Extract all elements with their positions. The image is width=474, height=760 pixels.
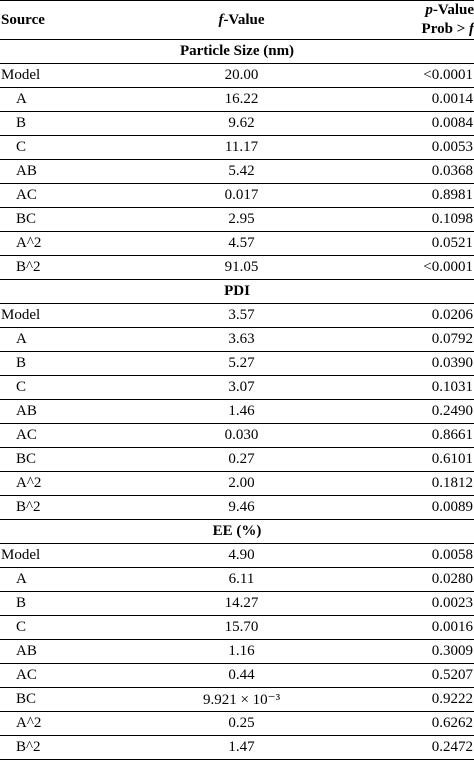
table-row	[0, 424, 474, 448]
header-p-value	[375, 1, 474, 40]
cell-p-value: 0.0368	[375, 160, 474, 184]
cell-p-value: <0.0001	[375, 256, 474, 280]
cell-p-value: 0.0521	[375, 232, 474, 256]
table-row	[0, 688, 474, 712]
cell-p-value: 0.3009	[375, 640, 474, 664]
cell-f-value: 4.57	[108, 232, 375, 256]
cell-f-value: 2.95	[108, 208, 375, 232]
cell-f-value: 0.44	[108, 664, 375, 688]
section-row	[0, 40, 474, 64]
table-row	[0, 88, 474, 112]
table-row	[0, 232, 474, 256]
cell-source: A^2	[0, 712, 108, 736]
cell-f-value: 2.00	[108, 472, 375, 496]
cell-f-value: 0.017	[108, 184, 375, 208]
cell-source: C	[0, 616, 108, 640]
cell-source: BC	[0, 448, 108, 472]
section-row	[0, 520, 474, 544]
header-source: Source	[0, 1, 108, 40]
cell-p-value: 0.0206	[375, 304, 474, 328]
table-row	[0, 616, 474, 640]
cell-f-value: 3.57	[108, 304, 375, 328]
cell-p-value: 0.5207	[375, 664, 474, 688]
table-row	[0, 208, 474, 232]
table-row	[0, 64, 474, 88]
table-row	[0, 160, 474, 184]
cell-source: AC	[0, 664, 108, 688]
header-prob-text: Prob >	[421, 21, 469, 37]
cell-source: C	[0, 136, 108, 160]
table-row	[0, 304, 474, 328]
table-row	[0, 472, 474, 496]
cell-f-value: 15.70	[108, 616, 375, 640]
cell-source: A^2	[0, 472, 108, 496]
cell-source: AB	[0, 160, 108, 184]
table-row	[0, 448, 474, 472]
cell-source: BC	[0, 208, 108, 232]
cell-f-value: 16.22	[108, 88, 375, 112]
cell-f-value: 14.27	[108, 592, 375, 616]
cell-f-value: 1.47	[108, 736, 375, 760]
cell-p-value: 0.1812	[375, 472, 474, 496]
cell-f-value: 9.921 × 10⁻³	[108, 688, 375, 712]
table-row	[0, 352, 474, 376]
table-row	[0, 568, 474, 592]
cell-source: B^2	[0, 496, 108, 520]
cell-source: AB	[0, 400, 108, 424]
cell-p-value: 0.0390	[375, 352, 474, 376]
table-row	[0, 400, 474, 424]
cell-p-value: 0.0023	[375, 592, 474, 616]
cell-f-value: 1.16	[108, 640, 375, 664]
cell-p-value: 0.0792	[375, 328, 474, 352]
cell-p-value: 0.6262	[375, 712, 474, 736]
table-row	[0, 592, 474, 616]
cell-p-value: 0.1098	[375, 208, 474, 232]
cell-source: B	[0, 352, 108, 376]
cell-f-value: 0.030	[108, 424, 375, 448]
table-row	[0, 256, 474, 280]
cell-source: Model	[0, 304, 108, 328]
cell-f-value: 1.46	[108, 400, 375, 424]
cell-source: A^2	[0, 232, 108, 256]
cell-source: A	[0, 88, 108, 112]
header-p-rest: -Value	[432, 2, 474, 18]
cell-source: B^2	[0, 256, 108, 280]
cell-source: B^2	[0, 736, 108, 760]
cell-f-value: 0.25	[108, 712, 375, 736]
cell-source: A	[0, 328, 108, 352]
cell-f-value: 91.05	[108, 256, 375, 280]
cell-source: B	[0, 112, 108, 136]
table-row	[0, 712, 474, 736]
cell-f-value: 3.63	[108, 328, 375, 352]
cell-source: BC	[0, 688, 108, 712]
header-prob-italic: f	[469, 21, 474, 37]
cell-f-value: 9.62	[108, 112, 375, 136]
cell-p-value: <0.0001	[375, 64, 474, 88]
cell-source: AC	[0, 184, 108, 208]
cell-p-value: 0.0053	[375, 136, 474, 160]
cell-f-value: 9.46	[108, 496, 375, 520]
cell-p-value: 0.8981	[375, 184, 474, 208]
cell-source: Model	[0, 544, 108, 568]
cell-f-value: 3.07	[108, 376, 375, 400]
header-f-value	[108, 1, 375, 40]
section-row	[0, 280, 474, 304]
section-title: Particle Size (nm)	[0, 40, 474, 64]
cell-p-value: 0.9222	[375, 688, 474, 712]
cell-f-value: 0.27	[108, 448, 375, 472]
header-p-line2	[375, 20, 474, 39]
header-f-italic: f	[218, 11, 224, 28]
header-p-italic: p	[425, 2, 433, 18]
table-row	[0, 736, 474, 760]
section-title: EE (%)	[0, 520, 474, 544]
cell-p-value: 0.0084	[375, 112, 474, 136]
table-row	[0, 496, 474, 520]
table-row	[0, 328, 474, 352]
cell-f-value: 11.17	[108, 136, 375, 160]
cell-f-value: 4.90	[108, 544, 375, 568]
cell-source: A	[0, 568, 108, 592]
cell-p-value: 0.0016	[375, 616, 474, 640]
cell-p-value: 0.8661	[375, 424, 474, 448]
cell-p-value: 0.2472	[375, 736, 474, 760]
section-title: PDI	[0, 280, 474, 304]
cell-p-value: 0.0014	[375, 88, 474, 112]
cell-p-value: 0.0058	[375, 544, 474, 568]
cell-f-value: 5.42	[108, 160, 375, 184]
table-row	[0, 544, 474, 568]
cell-f-value: 5.27	[108, 352, 375, 376]
cell-source: C	[0, 376, 108, 400]
header-f-rest: -Value	[223, 11, 265, 28]
cell-p-value: 0.0089	[375, 496, 474, 520]
cell-p-value: 0.2490	[375, 400, 474, 424]
table-row	[0, 664, 474, 688]
cell-source: B	[0, 592, 108, 616]
cell-source: AC	[0, 424, 108, 448]
table-row	[0, 112, 474, 136]
header-p-line1	[375, 1, 474, 20]
table-row	[0, 136, 474, 160]
table-header	[0, 1, 474, 40]
cell-f-value: 20.00	[108, 64, 375, 88]
cell-p-value: 0.0280	[375, 568, 474, 592]
table-body	[0, 40, 474, 760]
table-row	[0, 376, 474, 400]
cell-source: Model	[0, 64, 108, 88]
cell-p-value: 0.1031	[375, 376, 474, 400]
header-row	[0, 1, 474, 40]
table-row	[0, 640, 474, 664]
cell-f-value: 6.11	[108, 568, 375, 592]
cell-p-value: 0.6101	[375, 448, 474, 472]
table-row	[0, 184, 474, 208]
cell-source: AB	[0, 640, 108, 664]
